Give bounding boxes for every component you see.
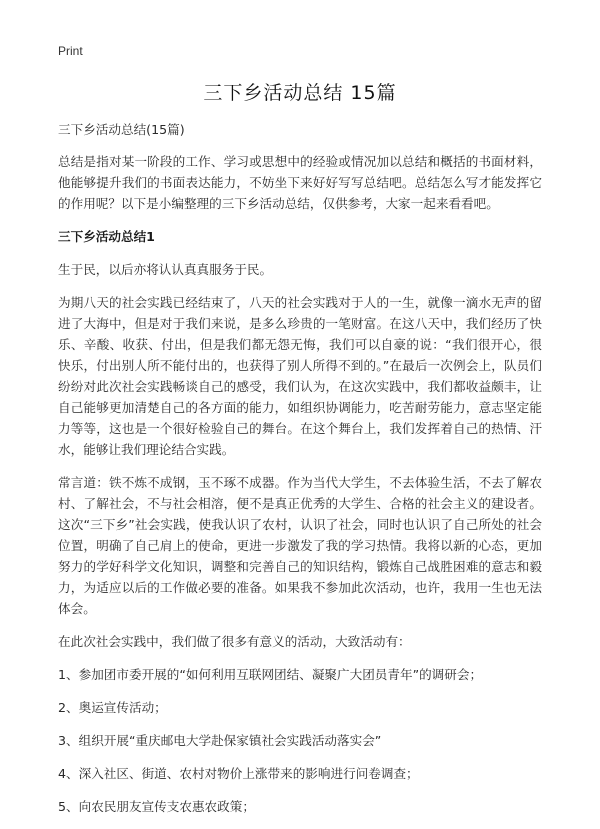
list-item: 2、奥运宣传活动； (58, 700, 167, 715)
document-subtitle: 三下乡活动总结(15篇) (58, 122, 185, 137)
print-link[interactable]: Print (58, 44, 83, 58)
body-paragraph: 常言道：铁不炼不成钢，玉不琢不成器。作为当代大学生，不去体验生活，不去了解农村、了解社会，不与社会相溶，便不是真正优秀的大学生、合格的社会主义的建设者。这次“三下乡”社会实践，使我认识了农村，认识了社会，同时也认识了自己所处的社会位置，明确了自己肩上的使命，更进一步激发了我的学习热情。我将以新的心态，更加努力的学好科学文化知识，调整和完善自己的知识结构，锻炼自己战胜困难的意志和毅力，为适应以后的工作做必要的准备。如果我不参加此次活动，也许，我用一生也无法体会。 (58, 475, 542, 616)
list-item: 1、参加团市委开展的“如何利用互联网团结、凝聚广大团员青年”的调研会； (58, 667, 483, 682)
list-item: 3、组织开展“重庆邮电大学赴保家镇社会实践活动落实会” (58, 733, 382, 748)
intro-paragraph: 总结是指对某一阶段的工作、学习或思想中的经验或情况加以总结和概括的书面材料，他能够提升我们的书面表达能力，不妨坐下来好好写写总结吧。总结怎么写才能发挥它的作用呢？以下是小编整理的三下乡活动总结，仅供参考，大家一起来看看吧。 (58, 154, 542, 211)
list-item: 4、深入社区、街道、农村对物价上涨带来的影响进行问卷调查； (58, 766, 419, 781)
section-heading: 三下乡活动总结1 (58, 229, 155, 244)
body-paragraph: 为期八天的社会实践已经结束了，八天的社会实践对于人的一生，就像一滴水无声的留进了大海中，但是对于我们来说，是多么珍贵的一笔财富。在这八天中，我们经历了快乐、辛酸、收获、付出，但是我们都无怨无悔，我们可以自豪的说：“我们很开心，很快乐，付出别人所不能付出的，也获得了别人所得不到的。”在最后一次例会上，队员们纷纷对此次社会实践畅谈自己的感受，我们认为，在这次实践中，我们都收益颇丰，让自己能够更加清楚自己的各方面的能力，如组织协调能力，吃苦耐劳能力，意志坚定能力等等，这也是一个很好检验自己的舞台。在这个舞台上，我们发挥着自己的热情、汗水，能够让我们理论结合实践。 (58, 295, 542, 457)
body-paragraph: 在此次社会实践中，我们做了很多有意义的活动，大致活动有： (58, 634, 411, 649)
list-item: 5、向农民朋友宣传支农惠农政策； (58, 799, 255, 814)
document-body (58, 119, 542, 829)
body-paragraph: 生于民，以后亦将认认真真服务于民。 (58, 262, 273, 277)
page-title: 三下乡活动总结 15篇 (203, 82, 397, 104)
